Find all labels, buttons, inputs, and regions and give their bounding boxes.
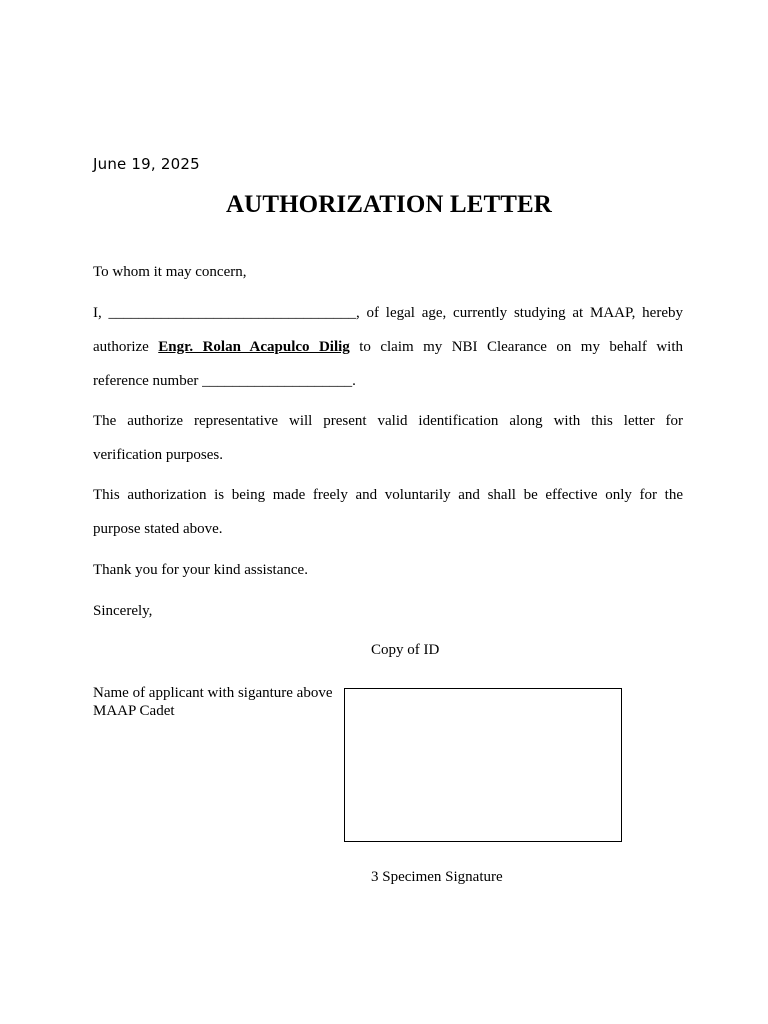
id-copy-box (344, 688, 622, 842)
thanks-text: Thank you for your kind assistance. (93, 562, 308, 578)
paragraph-authorization (93, 296, 683, 398)
thanks-line (93, 553, 683, 587)
applicant-role-label: MAAP Cadet (93, 703, 175, 719)
closing-line (93, 594, 683, 628)
paragraph-line: purpose stated above. (93, 521, 223, 537)
paragraph-voluntary (93, 478, 683, 546)
letter-title: AUTHORIZATION LETTER (226, 191, 552, 218)
paragraph-line: The authorize representative will present valid identification along with this letter for (93, 413, 683, 429)
reference-number-line: reference number ____________________. (93, 373, 356, 389)
copy-of-id-label: Copy of ID (371, 642, 440, 658)
specimen-signature-label: 3 Specimen Signature (371, 869, 503, 885)
paragraph-line-with-name (93, 330, 683, 364)
letter-date: June 19, 2025 (93, 155, 200, 173)
greeting-text: To whom it may concern, (93, 264, 247, 280)
authorize-purpose: to claim my NBI Clearance on my behalf with (349, 339, 683, 355)
applicant-name-label: Name of applicant with siganture above (93, 685, 333, 701)
closing-text: Sincerely, (93, 603, 153, 619)
applicant-signature-block (93, 684, 333, 720)
paragraph-line: verification purposes. (93, 447, 223, 463)
authorize-word: authorize (93, 339, 159, 355)
representative-name: Engr. Rolan Acapulco Dilig (158, 339, 350, 355)
paragraph-line: I, _________________________________, of legal age, currently studying at MAAP, hereby (93, 305, 683, 321)
letter-greeting (93, 255, 683, 289)
paragraph-line: This authorization is being made freely and voluntarily and shall be effective only for the (93, 487, 683, 503)
paragraph-identification (93, 404, 683, 472)
